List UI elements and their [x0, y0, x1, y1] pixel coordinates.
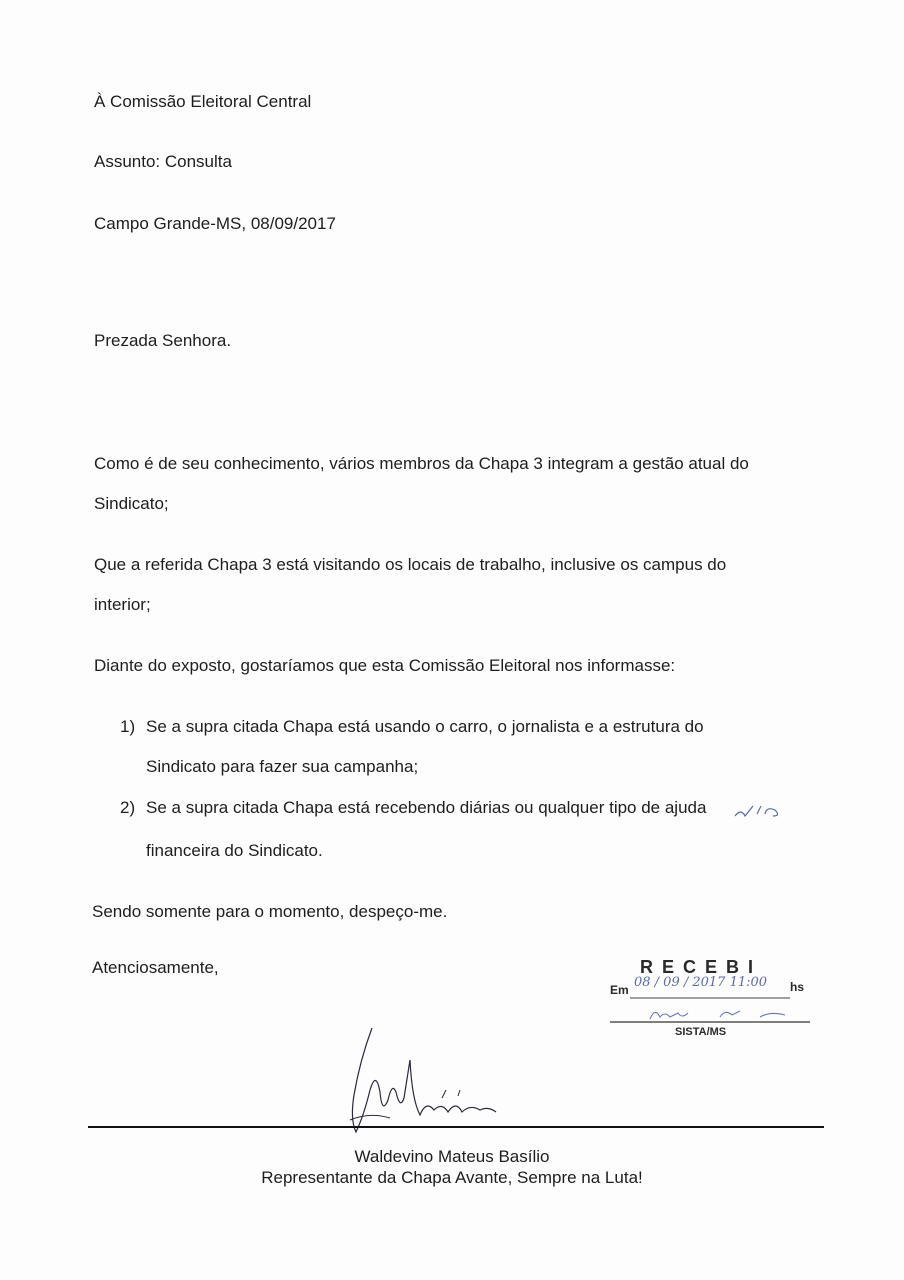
paragraph-3: Diante do exposto, gostaríamos que esta Comissão Eleitoral nos informasse:: [94, 656, 676, 675]
closing-sentence: Sendo somente para o momento, despeço-me.: [92, 902, 448, 921]
received-stamp: [600, 955, 820, 1045]
subject: Assunto: Consulta: [94, 152, 232, 171]
list-item-1-line-1: Se a supra citada Chapa está usando o carro, o jornalista e a estrutura do: [146, 717, 704, 736]
stamp-date-underline: [630, 995, 790, 1001]
stamp-em-label: Em: [610, 983, 629, 997]
list-item-2-line-1: Se a supra citada Chapa está recebendo diárias ou qualquer tipo de ajuda: [146, 798, 707, 817]
recipient: À Comissão Eleitoral Central: [94, 92, 312, 111]
list-item-2-number: 2): [120, 798, 136, 817]
stamp-hs-label: hs: [790, 980, 805, 994]
stamp-org: SISTA/MS: [675, 1026, 727, 1038]
regards: Atenciosamente,: [92, 958, 219, 977]
paragraph-1-line-1: Como é de seu conhecimento, vários membros da Chapa 3 integram a gestão atual do: [94, 454, 749, 473]
list-item-1-number: 1): [120, 717, 136, 736]
paragraph-2-line-2: interior;: [94, 595, 151, 614]
stamp-signature: [610, 1003, 810, 1025]
salutation: Prezada Senhora.: [94, 331, 232, 350]
paragraph-1-line-2: Sindicato;: [94, 494, 169, 513]
signer-role: Representante da Chapa Avante, Sempre na Luta!: [261, 1168, 643, 1187]
place-date: Campo Grande-MS, 08/09/2017: [94, 214, 336, 233]
stamp-handwritten-date: 08 / 09 / 2017 11:00: [634, 975, 768, 990]
paragraph-2-line-1: Que a referida Chapa 3 está visitando os locais de trabalho, inclusive os campus do: [94, 555, 727, 574]
signature-line: [88, 1126, 824, 1128]
handwritten-mark: [733, 800, 793, 822]
signer-name: Waldevino Mateus Basílio: [354, 1147, 550, 1166]
stamp-title: RECEBI: [640, 957, 763, 977]
list-item-2-line-2: financeira do Sindicato.: [146, 841, 323, 860]
list-item-1-line-2: Sindicato para fazer sua campanha;: [146, 757, 419, 776]
